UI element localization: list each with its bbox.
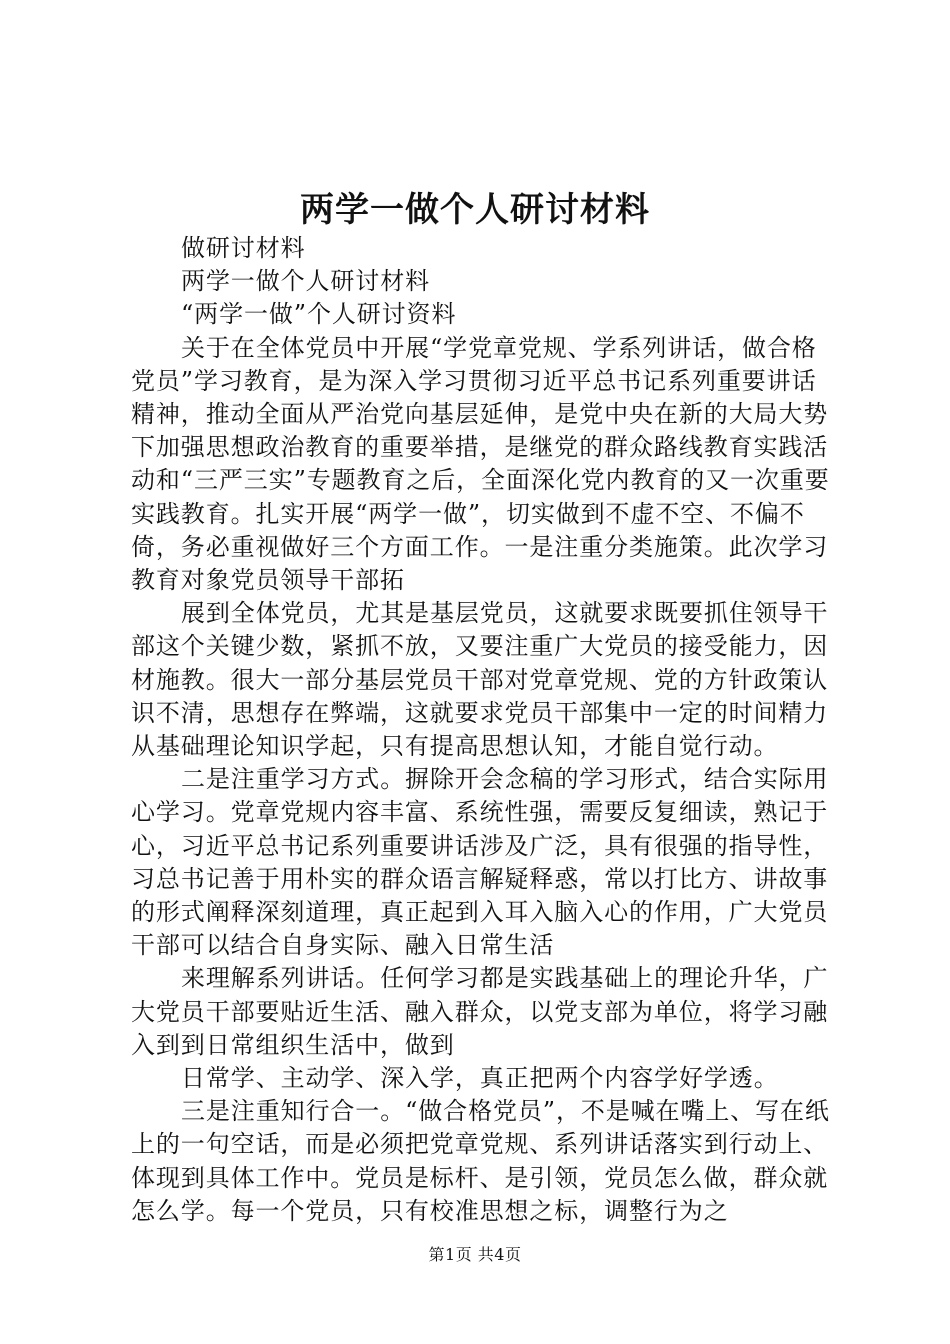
page-footer: 第1页 共4页 <box>428 1245 522 1264</box>
paragraph: 两学一做个人研讨材料 <box>181 267 430 296</box>
paragraph: 做研讨材料 <box>181 234 306 262</box>
paragraph: 日常学、主动学、深入学，真正把两个内容学好学透。 <box>181 1064 779 1093</box>
paragraph: “两学一做”个人研讨资料 <box>181 300 457 329</box>
document-body <box>131 232 831 1228</box>
paragraph: 关于在全体党员中开展“学党章党规、学系列讲话，做合格党员”学习教育，是为深入学习贯彻习近平总书记系列重要讲话精神，推动全面从严治党向基层延伸，是党中央在新的大局大势下加强思想政治教育的重要举措，是继党的群众路线教育实践活动和“三严三实”专题教育之后，全面深化党内教育的又一次重要实践教育。扎实开展“两学一做”，切实做到不虚不空、不偏不倚，务必重视做好三个方面工作。一是注重分类施策。此次学习教育对象党员领导干部拓 <box>131 333 830 595</box>
document-title: 两学一做个人研讨材料 <box>300 190 650 230</box>
paragraph: 展到全体党员，尤其是基层党员，这就要求既要抓住领导干部这个关键少数，紧抓不放，又要注重广大党员的接受能力，因材施教。很大一部分基层党员干部对党章党规、党的方针政策认识不清，思想存在弊端，这就要求党员干部集中一定的时间精力从基础理论知识学起，只有提高思想认知，才能自觉行动。 <box>131 599 829 761</box>
paragraph: 二是注重学习方式。摒除开会念稿的学习形式，结合实际用心学习。党章党规内容丰富、系统性强，需要反复细读，熟记于心，习近平总书记系列重要讲话涉及广泛，具有很强的指导性，习总书记善于用朴实的群众语言解疑释惑，常以打比方、讲故事的形式阐释深刻道理，真正起到入耳入脑入心的作用，广大党员干部可以结合自身实际、融入日常生活 <box>131 765 829 960</box>
paragraph: 来理解系列讲话。任何学习都是实践基础上的理论升华，广大党员干部要贴近生活、融入群众，以党支部为单位，将学习融入到到日常组织生活中，做到 <box>131 964 829 1059</box>
paragraph: 三是注重知行合一。“做合格党员”，不是喊在嘴上、写在纸上的一句空话，而是必须把党章党规、系列讲话落实到行动上、体现到具体工作中。党员是标杆、是引领，党员怎么做，群众就怎么学。每一个党员，只有校准思想之标，调整行为之 <box>131 1097 830 1225</box>
